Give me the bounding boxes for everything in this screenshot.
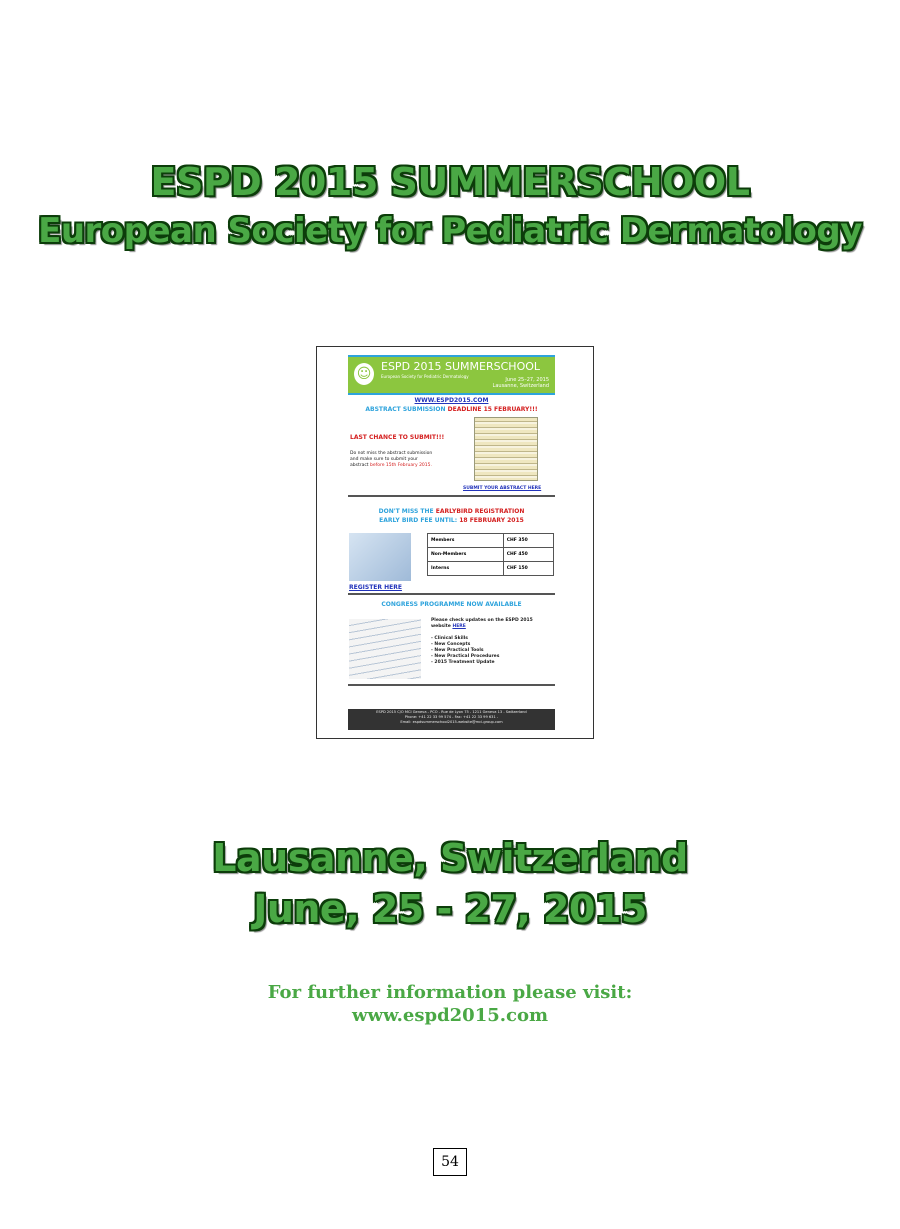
programme-text-line: Please check updates on the ESPD 2015: [431, 618, 533, 623]
programme-text-fragment: website: [431, 624, 451, 629]
abstract-text-line: [350, 463, 470, 469]
banner-location: Lausanne, Switzerland: [492, 383, 549, 389]
abstract-deadline: DEADLINE 15 FEBRUARY!!!: [447, 406, 538, 413]
abstract-text-line: and make sure to submit your: [350, 457, 418, 462]
page-number: 54: [433, 1148, 467, 1176]
table-row: [428, 534, 554, 548]
footer-line: Phone: +41 22 33 99 574 - Fax: +41 22 33 99 631 -: [404, 715, 499, 719]
writing-hand-image: [349, 619, 421, 679]
section-divider: [348, 593, 555, 595]
flyer-footer: [348, 709, 555, 730]
info-text: For further information please visit:: [267, 982, 633, 1003]
earlybird-highlight: EARLYBIRD REGISTRATION: [435, 508, 525, 515]
page-subtitle: European Society for Pediatric Dermatology: [38, 211, 862, 251]
earlybird-fee-prefix: EARLY BIRD FEE UNTIL:: [379, 517, 458, 524]
abstract-date: before 15th February 2015.: [370, 463, 432, 468]
banner-date-location: [477, 377, 549, 389]
banner-date: June 25–27, 2015: [505, 377, 549, 383]
abstract-prefix: ABSTRACT SUBMISSION: [365, 406, 446, 413]
programme-item: - New Practical Tools: [431, 648, 484, 653]
login-screen-image: [349, 533, 411, 581]
programme-item: - New Concepts: [431, 642, 471, 647]
flyer-image: [316, 346, 594, 739]
banner-bottom-stripe: [348, 393, 555, 395]
website-link[interactable]: www.espd2015.com: [351, 1005, 549, 1026]
table-row: [428, 562, 554, 576]
submit-abstract-link[interactable]: SUBMIT YOUR ABSTRACT HERE: [463, 486, 542, 491]
programme-here-link[interactable]: HERE: [452, 624, 466, 629]
page-title: ESPD 2015 SUMMERSCHOOL: [150, 160, 750, 204]
abstract-text-line: Do not miss the abstract submission: [350, 451, 433, 456]
location-dates: June, 25 - 27, 2015: [253, 887, 647, 931]
programme-item: - 2015 Treatment Update: [431, 660, 495, 665]
earlybird-fee-line: [348, 517, 555, 524]
fee-price: CHF 150: [503, 562, 553, 576]
section-divider: [348, 684, 555, 686]
banner-title: ESPD 2015 SUMMERSCHOOL: [381, 360, 541, 373]
abstract-text-fragment: abstract: [350, 463, 369, 468]
programme-heading: CONGRESS PROGRAMME NOW AVAILABLE: [381, 601, 522, 608]
fee-category: Interns: [428, 562, 504, 576]
fee-price: CHF 450: [503, 548, 553, 562]
programme-item: - Clinical Skills: [431, 636, 468, 641]
earlybird-line: [348, 508, 555, 515]
fee-category: Non-Members: [428, 548, 504, 562]
register-link[interactable]: REGISTER HERE: [349, 584, 402, 591]
espd-logo-icon: ☺: [354, 363, 374, 385]
earlybird-prefix: DON'T MISS THE: [378, 508, 434, 515]
fee-price: CHF 350: [503, 534, 553, 548]
abstract-text: [350, 451, 470, 469]
footer-line: ESPD 2015 C/O MCI Geneva - PCO - Rue de Lyon 75 - 1211 Geneva 13 - Switzerland: [376, 710, 527, 714]
last-chance-heading: LAST CHANCE TO SUBMIT!!!: [350, 434, 445, 441]
banner-subtitle: European Society for Pediatric Dermatology: [381, 374, 469, 379]
location-city: Lausanne, Switzerland: [212, 836, 688, 880]
abstract-deadline-line: [348, 406, 555, 413]
paper-stack-image: [474, 417, 538, 481]
fee-table: [427, 533, 554, 576]
footer-line: Email: espdsummerschool2015-website@mci-group.com: [400, 720, 503, 724]
fee-category: Members: [428, 534, 504, 548]
flyer-website-link[interactable]: WWW.ESPD2015.COM: [414, 397, 489, 404]
programme-item: - New Practical Procedures: [431, 654, 500, 659]
table-row: [428, 548, 554, 562]
section-divider: [348, 495, 555, 497]
programme-text: [431, 618, 553, 666]
earlybird-fee-date: 18 FEBRUARY 2015: [459, 517, 524, 524]
